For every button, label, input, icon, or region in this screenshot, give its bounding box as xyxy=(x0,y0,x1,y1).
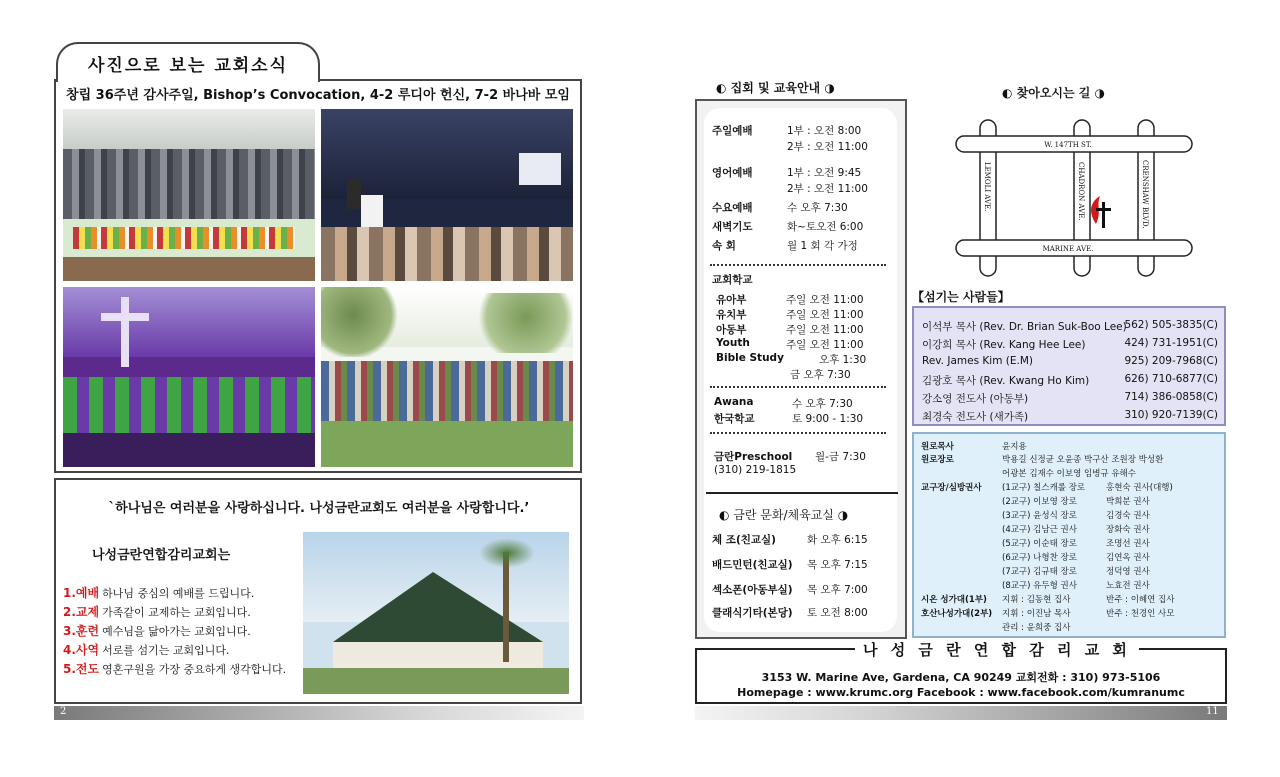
photo-church-building xyxy=(303,532,569,694)
page-footer-bar xyxy=(695,706,1227,720)
map-street-crenshaw: CRENSHAW BLVD. xyxy=(1141,160,1149,229)
preschool-time: 월-금 7:30 xyxy=(815,451,866,463)
elders-label: 호산나성가대(2부) xyxy=(921,609,993,619)
map-title: ◐ 찾아오시는 길 ◑ xyxy=(1002,86,1106,100)
awana-time: 토 9:00 - 1:30 xyxy=(792,413,864,425)
mission-heading: 나성금란연합감리교회는 xyxy=(92,548,231,563)
culture-title: ◐ 금란 문화/체육교실 ◑ xyxy=(719,508,849,522)
map-street-marine: MARINE AVE. xyxy=(1042,245,1094,253)
mission-item: 3.훈련 예수님을 닮아가는 교회입니다. xyxy=(63,624,251,638)
map-street-147th: W. 147TH ST. xyxy=(1044,141,1092,149)
school-name: 유아부 xyxy=(716,294,747,306)
photo-lydia-dedication xyxy=(63,287,315,467)
culture-time: 화 오후 6:15 xyxy=(807,534,868,546)
worship-time: 월 1 회 각 가정 xyxy=(787,240,858,252)
culture-name: 섹소폰(아동부실) xyxy=(712,584,793,596)
worship-name: 주일예배 xyxy=(712,125,753,137)
school-time: 주일 오전 11:00 xyxy=(786,324,864,336)
elders-value: (8교구) 유두형 권사 xyxy=(1002,581,1077,591)
photo-news-title: 사진으로 보는 교회소식 xyxy=(56,42,320,82)
page-footer-bar xyxy=(54,706,584,720)
elders-label: 교구장/심방권사 xyxy=(921,483,982,493)
church-cross-icon xyxy=(1091,196,1111,228)
mission-item: 4.사역 서로를 섬기는 교회입니다. xyxy=(63,643,230,657)
worship-time: 화~토오전 6:00 xyxy=(787,221,864,233)
page-number: 2 xyxy=(60,706,67,717)
preschool-phone: (310) 219-1815 xyxy=(714,464,797,476)
servers-title: 【섬기는 사람들】 xyxy=(912,290,1010,304)
directions-map xyxy=(950,116,1210,280)
map-street-lemoli: LEMOLI AVE. xyxy=(983,162,991,212)
mission-item: 5.전도 영혼구원을 가장 중요하게 생각합니다. xyxy=(63,662,287,676)
elders-value: (5교구) 이순태 장로 xyxy=(1002,539,1077,549)
worship-name: 새벽기도 xyxy=(712,221,753,233)
school-name: 아동부 xyxy=(716,324,747,336)
school-time: 주일 오전 11:00 xyxy=(786,309,864,321)
culture-name: 체 조(친교실) xyxy=(712,534,776,546)
school-name: 유치부 xyxy=(716,309,747,321)
school-title: 교회학교 xyxy=(712,274,753,286)
culture-time: 목 오후 7:15 xyxy=(807,559,868,571)
worship-time: 1부 : 오전 8:00 xyxy=(787,125,862,137)
culture-time: 토 오전 8:00 xyxy=(807,607,868,619)
photo-caption: 창립 36주년 감사주일, Bishop’s Convocation, 4-2 루디아 헌신, 7-2 바나바 모임 xyxy=(66,88,570,103)
church-links: Homepage : www.krumc.org Facebook : www.facebook.com/kumranumc xyxy=(737,686,1185,699)
school-name: Bible Study xyxy=(716,352,784,364)
school-time: 주일 오전 11:00 xyxy=(786,294,864,306)
elders-label: 원로목사 xyxy=(921,442,954,452)
mission-quote: `하나님은 여러분을 사랑하십니다. 나성금란교회도 여러분을 사랑합니다.’ xyxy=(108,501,530,516)
elders-label: 원로장로 xyxy=(921,455,954,465)
culture-name: 배드민턴(친교실) xyxy=(712,559,793,571)
elders-value: (6교구) 나형찬 장로 xyxy=(1002,553,1077,563)
elders-value: 정덕영 권사 xyxy=(1106,567,1150,577)
photo-bishops-convocation xyxy=(321,109,573,281)
mission-item: 2.교제 가족같이 교제하는 교회입니다. xyxy=(63,605,251,619)
dotted-divider xyxy=(710,432,886,434)
worship-guide-title: ◐ 집회 및 교육안내 ◑ xyxy=(716,81,835,95)
elders-value: 반주 : 이혜연 집사 xyxy=(1106,595,1175,605)
elders-value: 윤지용 xyxy=(1002,442,1027,452)
elders-value: (4교구) 김남근 권사 xyxy=(1002,525,1077,535)
elders-value: 지휘 : 김동현 집사 xyxy=(1002,595,1071,605)
school-name: Youth xyxy=(716,337,750,349)
elders-value: 지휘 : 이진남 목사 xyxy=(1002,609,1071,619)
elders-value: 김연옥 권사 xyxy=(1106,553,1150,563)
elders-value: 노효전 권사 xyxy=(1106,581,1150,591)
elders-value: 장화숙 권사 xyxy=(1106,525,1150,535)
preschool-name: 금란Preschool xyxy=(714,451,793,463)
elders-value: 반주 : 천경인 사모 xyxy=(1106,609,1175,619)
elders-value: 박용길 신정균 오윤종 박구산 조원장 박성환 xyxy=(1002,455,1164,465)
elders-value: 홍현숙 권사(대행) xyxy=(1106,483,1173,493)
culture-name: 클래식기타(본당) xyxy=(712,607,793,619)
elders-value: 조명선 권사 xyxy=(1106,539,1150,549)
school-time: 오후 1:30 xyxy=(819,354,867,366)
photo-anniversary-banquet xyxy=(63,109,315,281)
church-address: 3153 W. Marine Ave, Gardena, CA 90249 교회전화 : 310) 973-5106 xyxy=(761,671,1161,684)
school-time: 주일 오전 11:00 xyxy=(786,339,864,351)
worship-name: 수요예배 xyxy=(712,202,753,214)
elders-label: 시온 성가대(1부) xyxy=(921,595,987,605)
elders-value: 김경숙 권사 xyxy=(1106,511,1150,521)
school-time: 금 오후 7:30 xyxy=(790,369,851,381)
worship-name: 영어예배 xyxy=(712,167,753,179)
map-street-chadron: CHADRON AVE. xyxy=(1077,162,1085,221)
elders-value: (3교구) 윤성식 장로 xyxy=(1002,511,1077,521)
worship-name: 속 회 xyxy=(712,240,736,252)
awana-time: 수 오후 7:30 xyxy=(792,398,853,410)
page-number: 11 xyxy=(1206,706,1219,717)
elders-value: (7교구) 김규태 장로 xyxy=(1002,567,1077,577)
awana-name: Awana xyxy=(714,396,754,408)
elders-value: (1교구) 칠스캐롤 장로 xyxy=(1002,483,1086,493)
elders-value: 관리 : 윤희중 집사 xyxy=(1002,623,1071,633)
worship-time: 1부 : 오전 9:45 xyxy=(787,167,862,179)
church-name: 나 성 금 란 연 합 감 리 교 회 xyxy=(855,639,1139,660)
culture-time: 목 오후 7:00 xyxy=(807,584,868,596)
elders-value: 어광본 김재수 이보영 임병규 유해수 xyxy=(1002,469,1136,479)
mission-item: 1.예배 하나님 중심의 예배를 드립니다. xyxy=(63,586,255,600)
dotted-divider xyxy=(710,386,886,388)
worship-time: 수 오후 7:30 xyxy=(787,202,848,214)
dotted-divider xyxy=(710,264,886,266)
worship-time: 2부 : 오전 11:00 xyxy=(787,141,868,153)
elders-value: (2교구) 이보영 장로 xyxy=(1002,497,1077,507)
elders-value: 박희분 권사 xyxy=(1106,497,1150,507)
worship-time: 2부 : 오전 11:00 xyxy=(787,183,868,195)
culture-divider xyxy=(706,492,898,494)
awana-name: 한국학교 xyxy=(714,413,755,425)
photo-barnabas-gathering xyxy=(321,287,573,467)
